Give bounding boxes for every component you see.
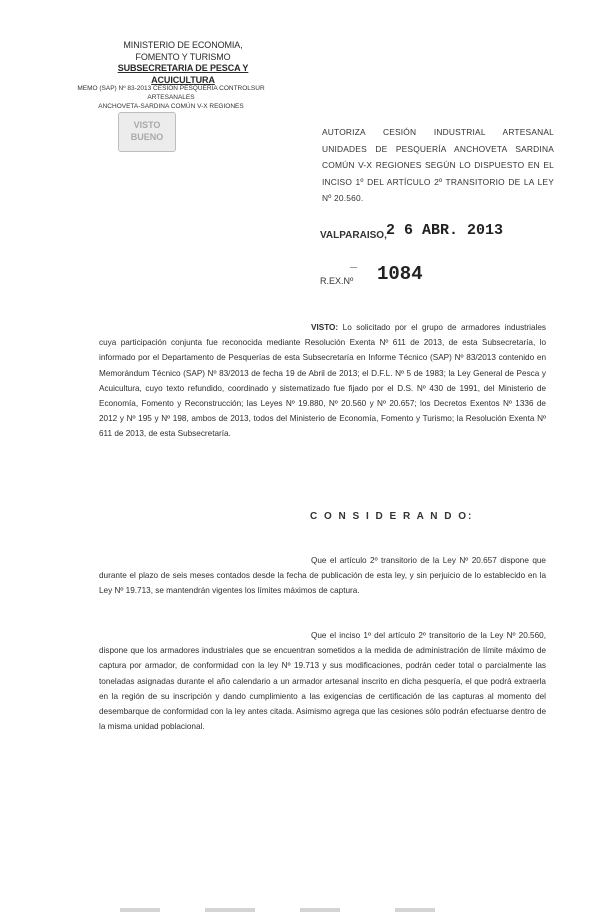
resolution-number-label: R.EX.Nº	[320, 276, 354, 286]
visto-paragraph	[99, 320, 546, 442]
stamp-line-2: BUENO	[130, 132, 164, 142]
reference-line-2: ANCHOVETA-SARDINA COMÚN V-X REGIONES	[98, 103, 244, 110]
subsecretaria-name: SUBSECRETARIA DE PESCA Y ACUICULTURA	[117, 63, 249, 85]
resolution-date: 2 6 ABR. 2013	[386, 222, 504, 239]
footer-mark	[395, 908, 435, 912]
ministry-name-2: FOMENTO Y TURISMO	[135, 51, 231, 62]
considerando-heading: C O N S I D E R A N D O:	[310, 511, 474, 522]
approval-stamp	[118, 112, 176, 152]
place-label: VALPARAISO,	[320, 230, 387, 241]
number-dash: —	[350, 264, 357, 271]
footer-mark	[120, 908, 160, 912]
ministry-name: MINISTERIO DE ECONOMIA,	[123, 40, 243, 50]
letterhead	[88, 40, 278, 86]
footer-mark	[205, 908, 255, 912]
reference-memo	[56, 84, 286, 111]
stamp-line-1: VISTO	[133, 120, 161, 130]
paragraph-1-text: Que el artículo 2º transitorio de la Ley Nº 20.657 dispone que durante el plazo de seis meses contados desde la fecha de publicación de esta ley, y sin perjuicio de lo establecido en la Ley Nº 19.713, se mantendrán vigentes los límites máximos de captura.	[99, 556, 546, 596]
resolution-number: 1084	[377, 263, 423, 285]
visto-text: Lo solicitado por el grupo de armadores industriales cuya participación conjunta fue reconocida mediante Resolución Exenta Nº 611 de 2013, de esta Subsecretaría, lo informado por el Departamento de Pesquerías de esta Subsecretaría en Informe Técnico (SAP) Nº 83/2013 contenido en Memorándum Técnico (SAP) Nº 83/2013 de fecha 19 de Abril de 2013; el D.F.L. Nº 5 de 1983; la Ley General de Pesca y Acuicultura, cuyo texto refundido, coordinado y sistematizado fue fijado por el D.S. Nº 430 de 1991, del Ministerio de Economía, Fomento y Reconstrucción; las Leyes Nº 19.880, Nº 20.560 y Nº 20.657; los Decretos Exentos Nº 1336 de 2012 y Nº 195 y Nº 198, ambos de 2013, todos del Ministerio de Economía, Fomento y Turismo; la Resolución Exenta Nº 611 de 2013, de esta Subsecretaría.	[99, 323, 546, 439]
visto-label: VISTO:	[311, 323, 339, 332]
footer-mark	[300, 908, 340, 912]
considerando-paragraph-1	[99, 553, 546, 599]
paragraph-2-text: Que el inciso 1º del artículo 2º transitorio de la Ley Nº 20.560, dispone que los armadores industriales que se encuentran sometidos a la medida de administración de límite máximo de captura por armador, de conformidad con la ley Nº 19.713 y sus modificaciones, podrán ceder total o parcialmente las toneladas asignadas durante el año calendario a un armador artesanal inscrito en dicha pesquería, el que podrá extraerla en la región de su inscripción y dando cumplimiento a las exigencias de certificación de las capturas al momento del desembarque de conformidad con la ley antes citada. Asimismo agrega que las cesiones sólo podrán efectuarse dentro de la misma unidad poblacional.	[99, 631, 546, 732]
reference-line-1: MEMO (SAP) Nº 83-2013 CESIÓN PESQUERIA CONTROLSUR ARTESANALES	[77, 85, 265, 101]
resolution-subject: AUTORIZA CESIÓN INDUSTRIAL ARTESANAL UNIDADES DE PESQUERÍA ANCHOVETA SARDINA COMÚN V-X REGIONES SEGÚN LO DISPUESTO EN EL INCISO 1º DEL ARTÍCULO 2º TRANSITORIO DE LA LEY Nº 20.560.	[322, 127, 554, 203]
considerando-paragraph-2	[99, 628, 546, 734]
